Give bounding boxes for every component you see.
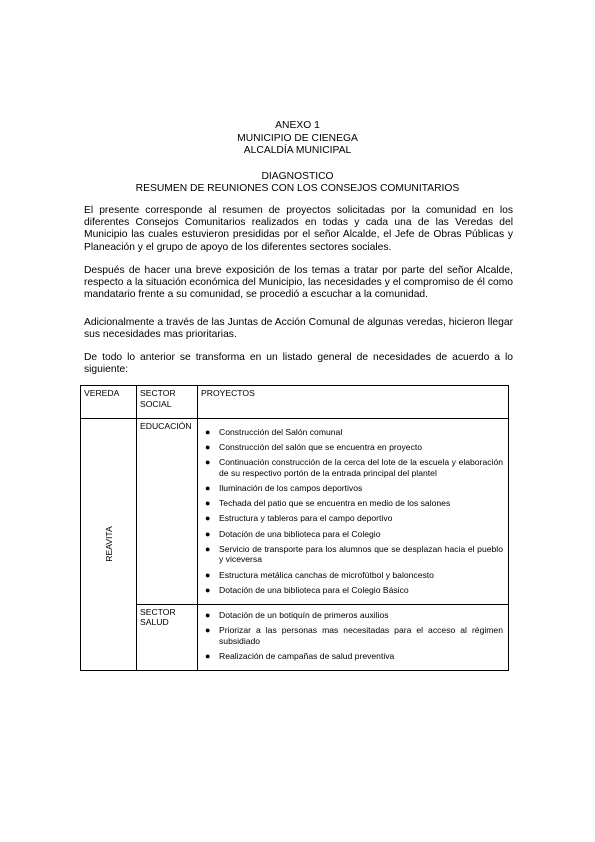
list-item: ● Dotación de una biblioteca para el Colegio Básico	[205, 584, 409, 595]
list-item: ● Estructura metálica canchas de microfútbol y baloncesto	[205, 569, 434, 580]
projects-cell	[198, 604, 509, 670]
listing-paragraph: De todo lo anterior se transforma en un listado general de necesidades de acuerdo a lo siguiente:	[84, 352, 513, 376]
project-list	[201, 607, 505, 668]
context-paragraph: Después de hacer una breve exposición de los temas a tratar por parte del señor Alcalde, respecto a la situación económica del Municipio, las necesidades y el compromiso de él como mandatario frente a su comunidad, se procedió a escuchar a la comunidad.	[84, 265, 513, 301]
list-item: ● Construcción del salón que se encuentra en proyecto	[205, 442, 423, 453]
sector-cell: EDUCACIÓN	[137, 419, 198, 605]
list-item: ● Continuación construcción de la cerca del lote de la escuela y elaboración de su respectivo portón de la entrada principal del plantel	[205, 457, 503, 478]
municipality-title: MUNICIPIO DE CIENEGA	[237, 132, 358, 144]
list-item: ● Iluminación de los campos deportivos	[205, 483, 363, 494]
bullet-icon: ●	[205, 427, 211, 437]
list-item: ● Construcción del Salón comunal	[205, 427, 343, 437]
header-vereda: VEREDA	[81, 386, 137, 419]
bullet-icon: ●	[205, 498, 211, 509]
list-item: ● Priorizar a las personas mas necesitadas para el acceso al régimen subsidiado	[205, 625, 503, 646]
list-item: ● Realización de campañas de salud preventiva	[205, 650, 395, 661]
intro-paragraph: El presente corresponde al resumen de proyectos solicitadas por la comunidad en los diferentes Consejos Comunitarios realizados en todas y cada una de las Veredas del Municipio las cuales estuvieron presididas por el señor Alcalde, el Jefe de Obras Públicas y Planeación y el grupo de apoyo de los diferentes sectores sociales.	[84, 205, 513, 253]
list-item: ● Techada del patio que se encuentra en medio de los salones	[205, 498, 451, 509]
list-item: ● Servicio de transporte para los alumnos que se desplazan hacia el pueblo y viceversa	[205, 543, 503, 565]
juntas-paragraph: Adicionalmente a través de las Juntas de Acción Comunal de algunas veredas, hicieron llegar sus necesidades mas prioritarias.	[84, 317, 513, 341]
vereda-cell	[81, 419, 137, 671]
sector-cell: SECTOR SALUD	[137, 604, 198, 670]
bullet-icon: ●	[205, 513, 211, 524]
list-item: ● Dotación de un botiquín de primeros auxilios	[205, 609, 389, 620]
header-sector: SECTOR SOCIAL	[137, 386, 198, 419]
bullet-icon: ●	[205, 528, 211, 539]
diagnosis-title: DIAGNOSTICO	[261, 170, 334, 182]
needs-table	[80, 385, 509, 671]
table-header-row	[81, 386, 509, 419]
bullet-icon: ●	[205, 625, 211, 636]
document-header	[0, 120, 595, 196]
office-title: ALCALDÍA MUNICIPAL	[243, 145, 352, 156]
summary-title: RESUMEN DE REUNIONES CON LOS CONSEJOS COMUNITARIOS	[135, 183, 460, 194]
vereda-name: REAVITA	[103, 526, 114, 563]
list-item: ● Estructura y tableros para el campo deportivo	[205, 513, 393, 524]
list-item: ● Dotación de una biblioteca para el Colegio	[205, 528, 381, 539]
table-row	[81, 419, 509, 605]
bullet-icon: ●	[205, 442, 211, 453]
bullet-icon: ●	[205, 543, 211, 554]
bullet-icon: ●	[205, 457, 211, 468]
bullet-icon: ●	[205, 483, 211, 494]
bullet-icon: ●	[205, 569, 211, 580]
bullet-icon: ●	[205, 584, 211, 595]
header-proyectos: PROYECTOS	[198, 386, 509, 419]
table-row	[81, 604, 509, 670]
projects-cell	[198, 419, 509, 605]
annex-title: ANEXO 1	[275, 120, 320, 131]
project-list	[201, 421, 505, 602]
bullet-icon: ●	[205, 609, 211, 620]
bullet-icon: ●	[205, 650, 211, 661]
